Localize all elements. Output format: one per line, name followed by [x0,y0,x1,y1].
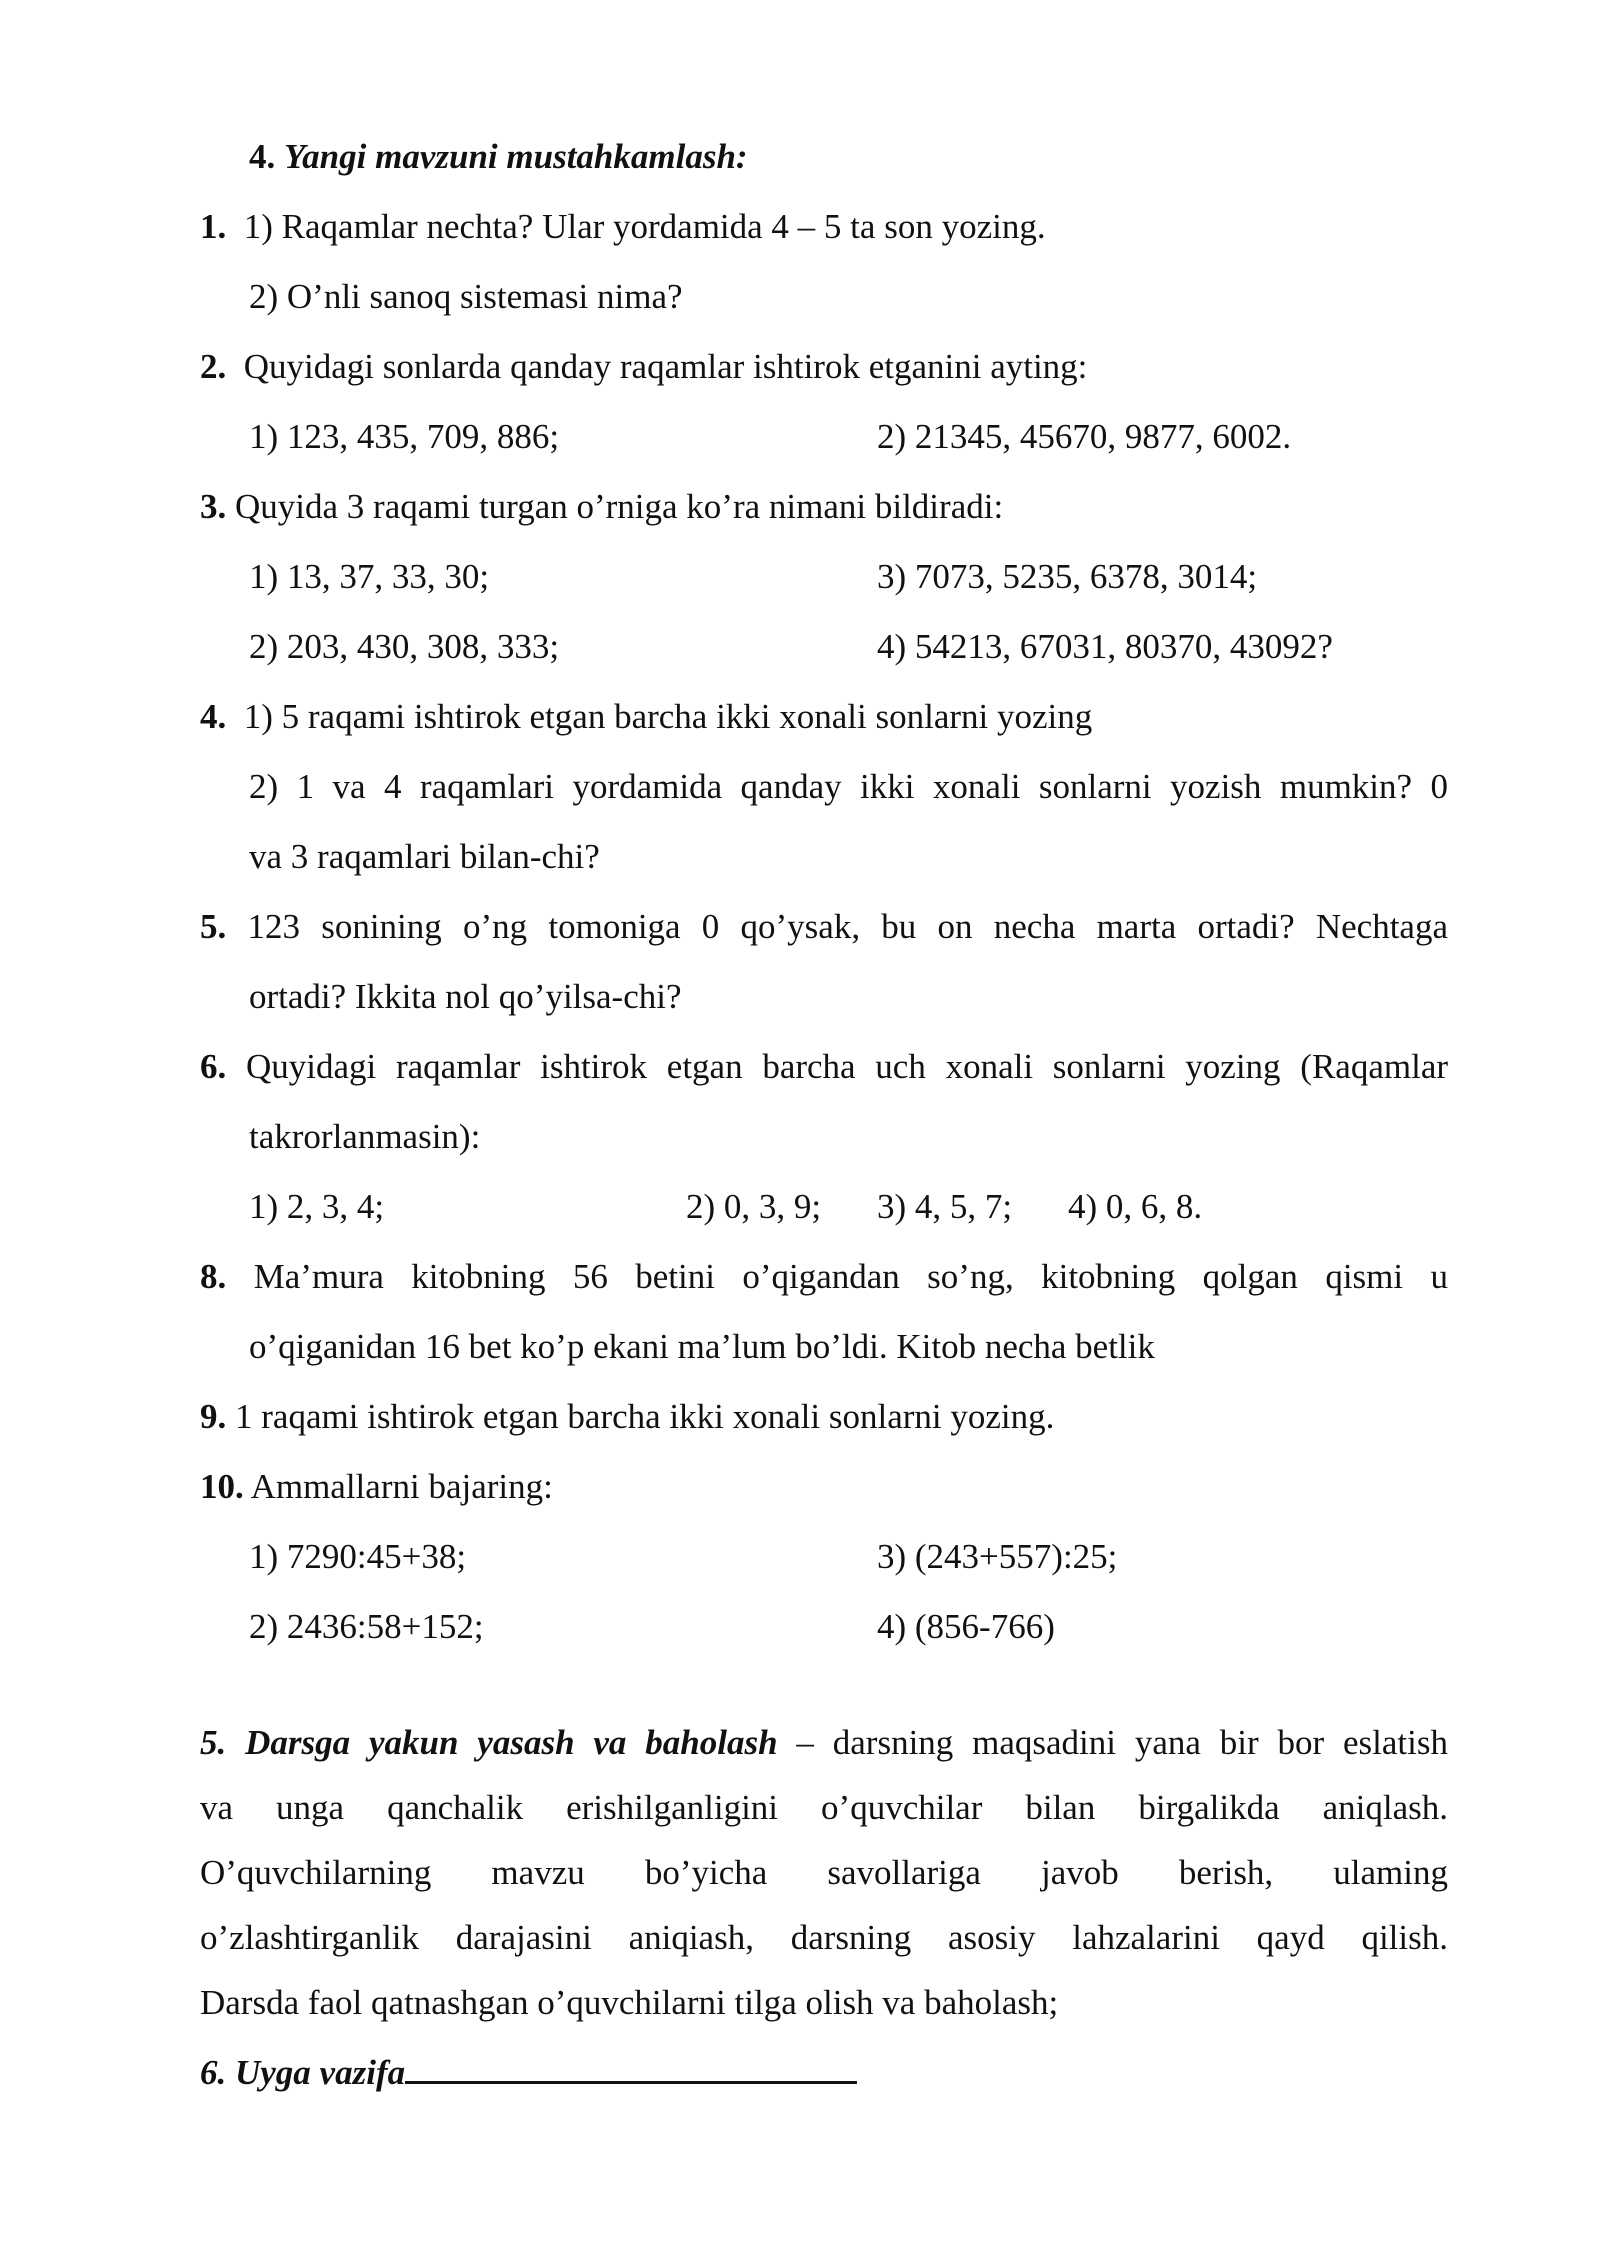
question-6-options: 1) 2, 3, 4; 2) 0, 3, 9; 3) 4, 5, 7; 4) 0, 6, 8. [249,1187,1203,1226]
question-8-line-2: o’qiganidan 16 bet ko’p ekani ma’lum bo’ldi. Kitob necha betlik [249,1327,1155,1366]
question-2-options: 1) 123, 435, 709, 886; 2) 21345, 45670, 9877, 6002. [249,417,1292,456]
section-5-line-5: Darsda faol qatnashgan o’quvchilarni tilga olish va baholash; [200,1983,1059,2022]
question-1: 1. 1) Raqamlar nechta? Ular yordamida 4 – 5 ta son yozing. [200,207,1046,246]
section-5-line-3: O’quvchilarning mavzu bo’yicha savollariga javob berish, ulaming [200,1853,1448,1892]
question-3-options-row-2: 2) 203, 430, 308, 333; 4) 54213, 67031, 80370, 43092? [249,627,1333,666]
section-5-line-4: o’zlashtirganlik darajasini aniqiash, darsning asosiy lahzalarini qayd qilish. [200,1918,1448,1957]
question-5-line-1: 5. 123 sonining o’ng tomoniga 0 qo’ysak, bu on necha marta ortadi? Nechtaga [200,907,1448,946]
question-10-options-row-1: 1) 7290:45+38; 3) (243+557):25; [249,1537,1118,1576]
answer-underline [405,2043,857,2084]
question-2: 2. Quyidagi sonlarda qanday raqamlar ishtirok etganini ayting: [200,347,1088,386]
question-1-part-2: 2) O’nli sanoq sistemasi nima? [249,277,683,316]
question-10: 10. Ammallarni bajaring: [200,1467,553,1506]
question-3-options-row-1: 1) 13, 37, 33, 30; 3) 7073, 5235, 6378, 3014; [249,557,1258,596]
question-4-part-2-line-1: 2) 1 va 4 raqamlari yordamida qanday ikki xonali sonlarni yozish mumkin? 0 [249,767,1448,806]
section-5-line-2: va unga qanchalik erishilganligini o’quvchilar bilan birgalikda aniqlash. [200,1788,1448,1827]
question-4: 4. 1) 5 raqami ishtirok etgan barcha ikki xonali sonlarni yozing [200,697,1093,736]
section-5-line-1: 5. Darsga yakun yasash va baholash – darsning maqsadini yana bir bor eslatish [200,1723,1448,1762]
question-8-line-1: 8. Ma’mura kitobning 56 betini o’qigandan so’ng, kitobning qolgan qismi u [200,1257,1449,1296]
question-6-line-1: 6. Quyidagi raqamlar ishtirok etgan barcha uch xonali sonlarni yozing (Raqamlar [200,1047,1449,1086]
question-3: 3. Quyida 3 raqami turgan o’rniga ko’ra nimani bildiradi: [200,487,1004,526]
question-9: 9. 1 raqami ishtirok etgan barcha ikki xonali sonlarni yozing. [200,1397,1055,1436]
question-10-options-row-2: 2) 2436:58+152; 4) (856-766) [249,1607,1055,1646]
section-6-heading: 6. Uyga vazifa [200,2043,1448,2093]
question-5-line-2: ortadi? Ikkita nol qo’yilsa-chi? [249,977,682,1016]
section-4-heading: 4. Yangi mavzuni mustahkamlash: [249,137,748,176]
question-4-part-2-line-2: va 3 raqamlari bilan-chi? [249,837,600,876]
question-6-line-2: takrorlanmasin): [249,1117,481,1156]
